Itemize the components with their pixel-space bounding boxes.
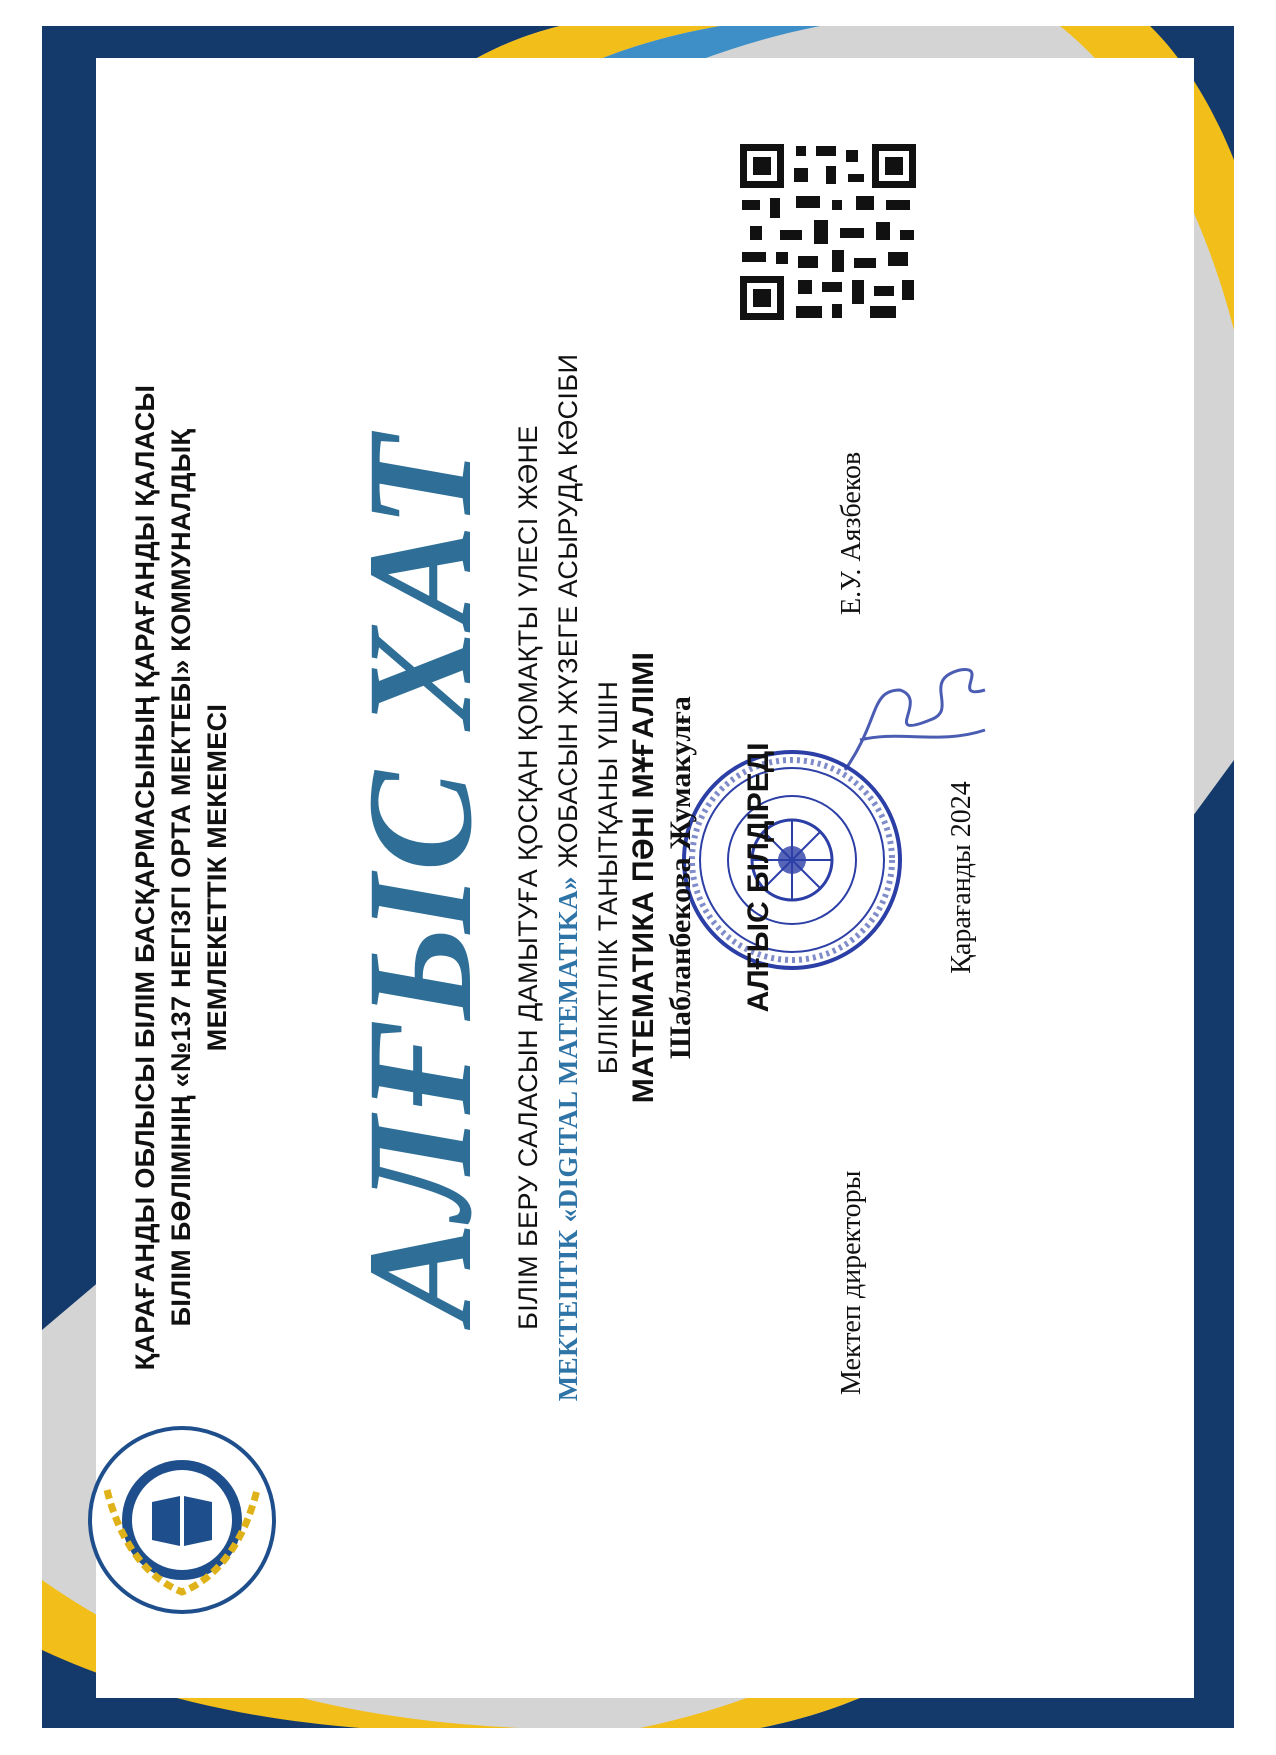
director-name: Е.У. Аязбеков (836, 451, 867, 615)
body-line-2-rest: ЖОБАСЫН ЖҮЗЕГЕ АСЫРУДА КӘСІБИ (553, 353, 583, 877)
city-year: Қарағанды 2024 (946, 781, 977, 974)
expresses-thanks: АЛҒЫС БІЛДІРЕДІ (742, 742, 775, 1013)
recipient-name: Шабланбекова Жумакулға (664, 696, 697, 1059)
body-line-3: БІЛІКТІЛІК ТАНЫТҚАНЫ ҮШІН (593, 680, 623, 1075)
body-line-4: МАТЕМАТИКА ПӘНІ МҰҒАЛІМІ (627, 651, 660, 1104)
certificate-title: АЛҒЫС ХАТ (337, 432, 503, 1323)
project-name: МЕКТЕПТІК «DIGITAL MATEMATIKA» (553, 876, 583, 1402)
director-position: Мектеп директоры (836, 1170, 867, 1395)
body-line-1: БІЛІМ БЕРУ САЛАСЫН ДАМЫТУҒА ҚОСҚАН ҚОМАҚТЫ ҮЛЕСІ ЖӘНЕ (513, 425, 543, 1330)
header-line-3: МЕМЛЕКЕТТІК МЕКЕМЕСІ (202, 703, 232, 1052)
header-line-1: ҚАРАҒАНДЫ ОБЛЫСЫ БІЛІМ БАСҚАРМАСЫНЫҢ ҚАРАҒАНДЫ ҚАЛАСЫ (130, 384, 160, 1371)
header-line-2: БІЛІМ БӨЛІМІНІҢ «№137 НЕГІЗГІ ОРТА МЕКТЕБІ» КОММУНАЛДЫҚ (166, 428, 196, 1327)
body-line-2 (548, 0, 588, 1755)
